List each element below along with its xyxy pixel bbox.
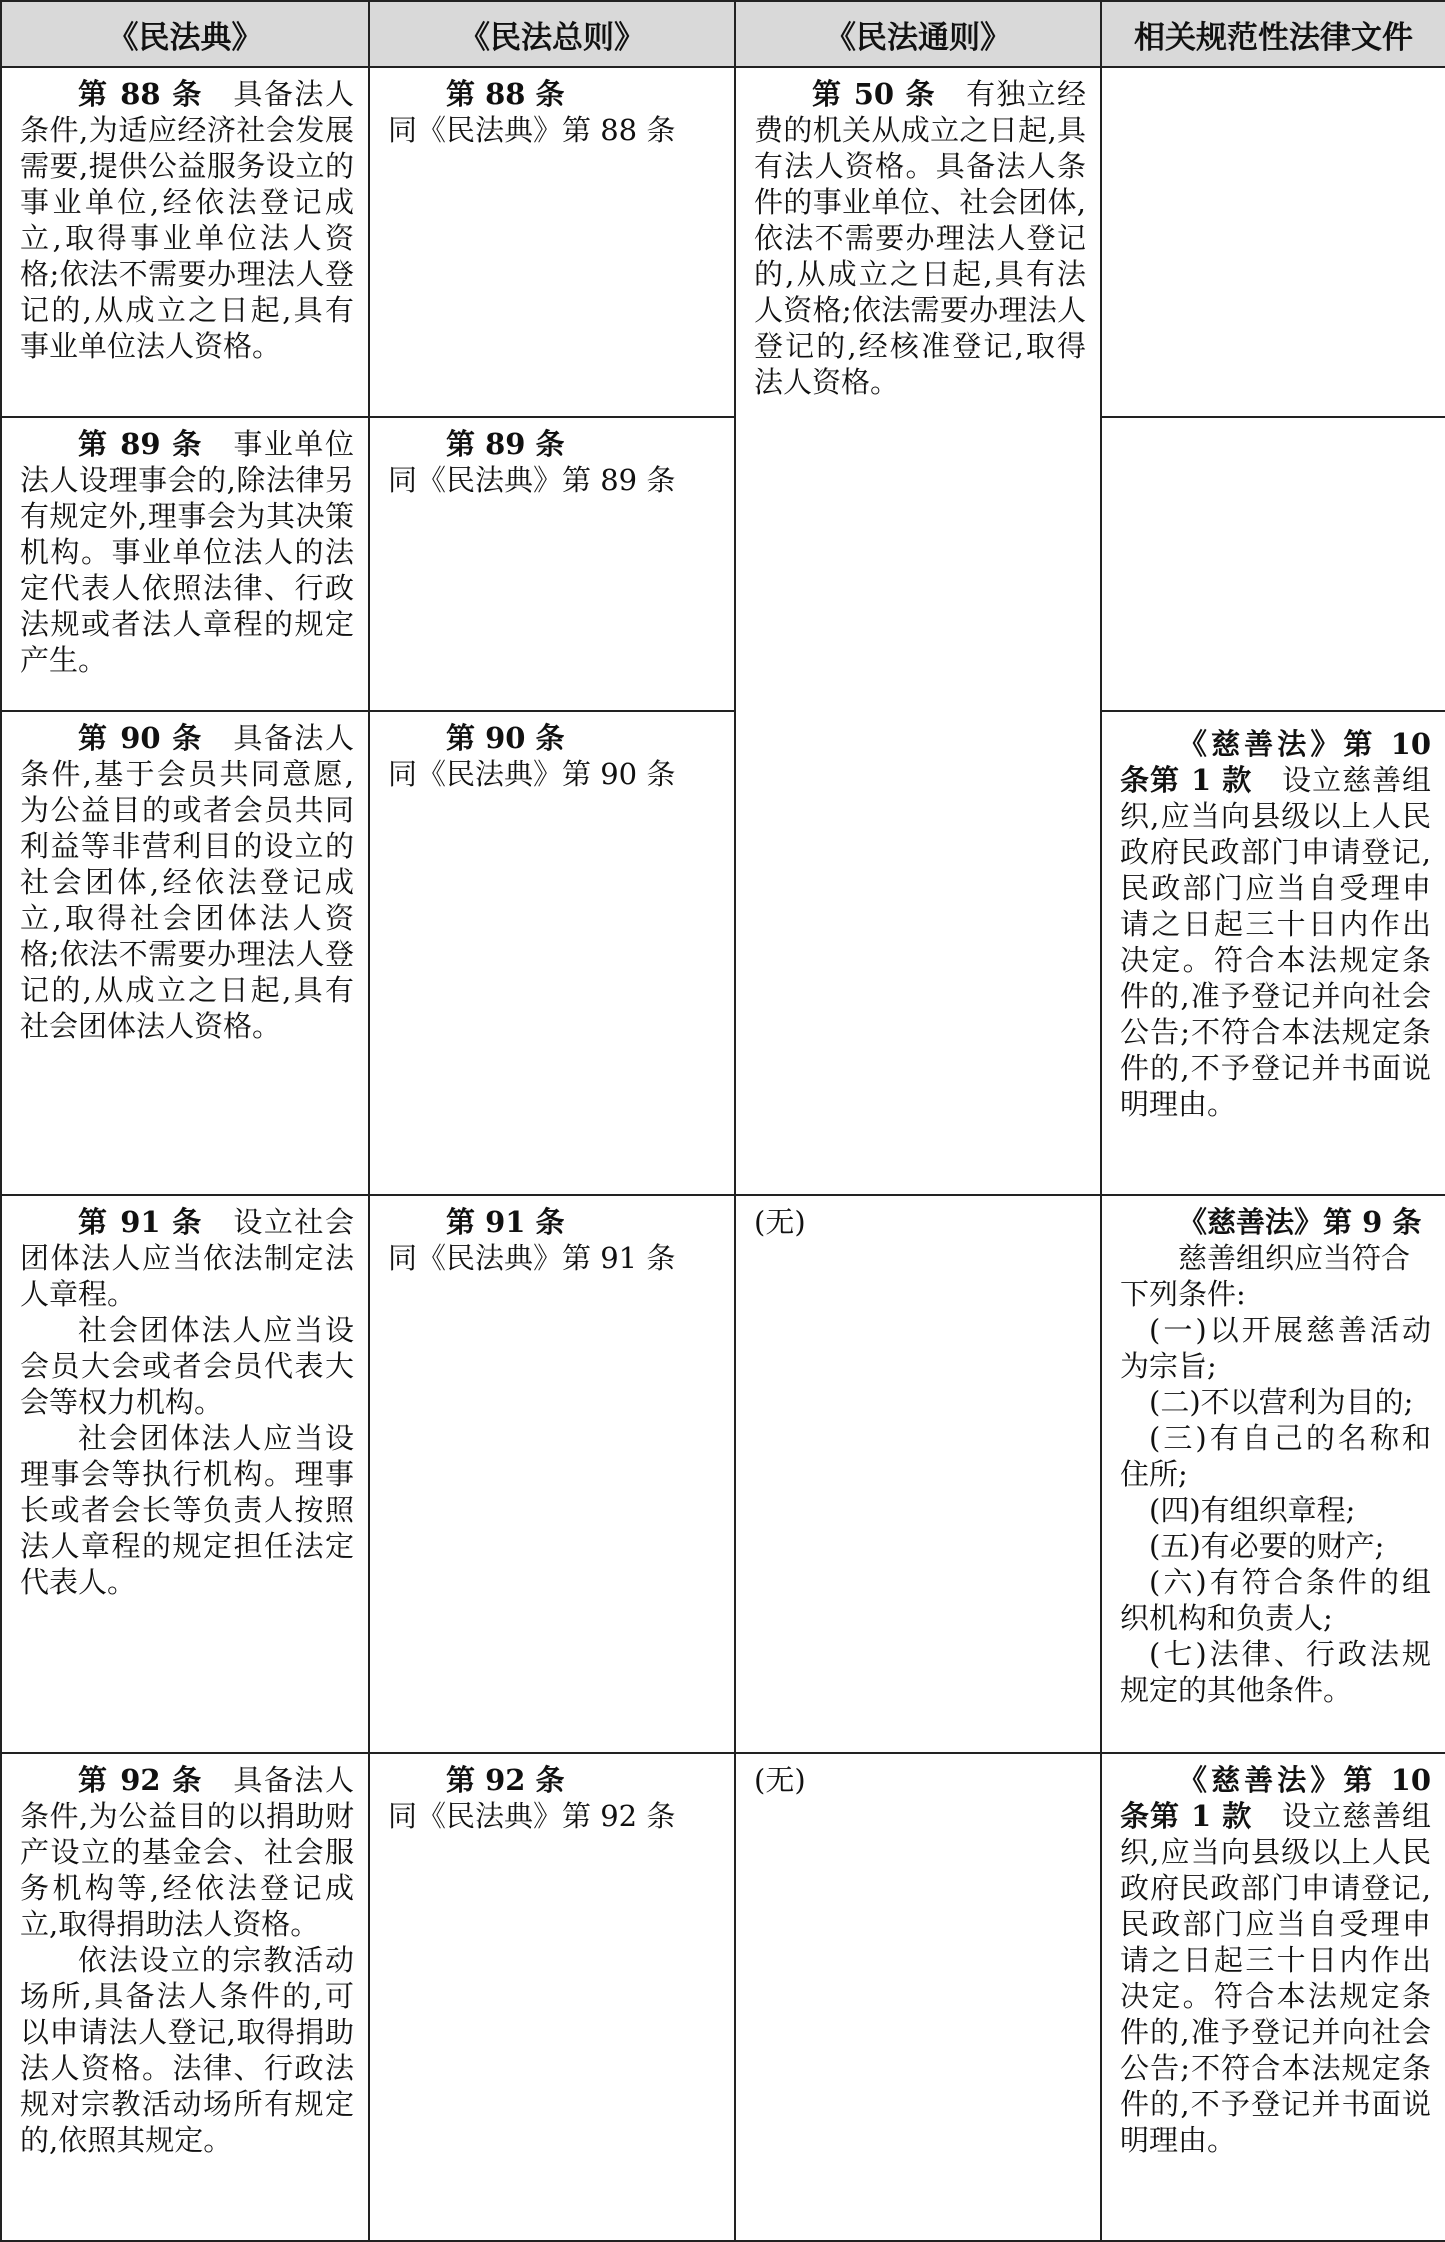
cell-general-rules <box>735 67 1101 1195</box>
article-number: 第 92 条 <box>78 1763 203 1797</box>
list-item: (五)有必要的财产; <box>1149 1529 1385 1563</box>
article-number: 《慈善法》第 9 条 <box>1178 1205 1422 1239</box>
article-text: 具备法人条件,为适应经济社会发展需要,提供公益服务设立的事业单位,经依法登记成立,取得事业单位法人资格;依法不需要办理法人登记的,从成立之日起,具有事业单位法人资格。 <box>20 77 354 363</box>
article-number: 第 90 条 <box>446 721 565 755</box>
table-row <box>1 67 1445 417</box>
article-text: 有独立经费的机关从成立之日起,具有法人资格。具备法人条件的事业单位、社会团体,依法不需要办理法人登记的,从成立之日起,具有法人资格;依法需要办理法人登记的,经核准登记,取得法人资格。 <box>754 77 1086 399</box>
cell-general-rules <box>735 1753 1101 2241</box>
header-general-principles: 《民法总则》 <box>369 1 735 67</box>
article-number: 《慈善法》第 10 条第 1 款 <box>1120 727 1431 797</box>
article-text: (无) <box>754 1205 806 1239</box>
cell-related <box>1101 417 1445 711</box>
cell-general-principles <box>369 1753 735 2241</box>
cell-civil-code <box>1 711 369 1195</box>
article-text: (无) <box>754 1763 806 1797</box>
article-number: 《慈善法》第 10 条第 1 款 <box>1120 1763 1431 1833</box>
list-item: (四)有组织章程; <box>1149 1493 1356 1527</box>
article-text: 设立慈善组织,应当向县级以上人民政府民政部门申请登记,民政部门应当自受理申请之日起三十日内作出决定。符合本法规定条件的,准予登记并向社会公告;不符合本法规定条件的,不予登记并书面说明理由。 <box>1120 1799 1431 2157</box>
table-row <box>1 417 1445 711</box>
table-row <box>1 1195 1445 1753</box>
list-item: (七)法律、行政法规规定的其他条件。 <box>1120 1637 1431 1707</box>
cell-general-rules <box>735 1195 1101 1753</box>
article-text: 具备法人条件,为公益目的以捐助财产设立的基金会、社会服务机构等,经依法登记成立,取得捐助法人资格。 <box>20 1763 354 1941</box>
cell-general-principles <box>369 711 735 1195</box>
list-item: (六)有符合条件的组织机构和负责人; <box>1120 1565 1431 1635</box>
article-text: 社会团体法人应当设会员大会或者会员代表大会等权力机构。 <box>20 1313 354 1419</box>
cell-related <box>1101 1195 1445 1753</box>
header-general-rules: 《民法通则》 <box>735 1 1101 67</box>
cell-civil-code <box>1 1753 369 2241</box>
article-text: 具备法人条件,基于会员共同意愿,为公益目的或者会员共同利益等非营利目的设立的社会团体,经依法登记成立,取得社会团体法人资格;依法不需要办理法人登记的,从成立之日起,具有社会团体法人资格。 <box>20 721 354 1043</box>
header-row <box>1 1 1445 67</box>
article-number: 第 91 条 <box>446 1205 565 1239</box>
list-item: (一)以开展慈善活动为宗旨; <box>1120 1313 1431 1383</box>
table-row <box>1 1753 1445 2241</box>
article-text: 同《民法典》第 91 条 <box>388 1241 676 1275</box>
article-text: 慈善组织应当符合下列条件: <box>1120 1241 1411 1311</box>
article-number: 第 92 条 <box>446 1763 565 1797</box>
list-item: (三)有自己的名称和住所; <box>1120 1421 1431 1491</box>
article-number: 第 90 条 <box>78 721 203 755</box>
header-civil-code: 《民法典》 <box>1 1 369 67</box>
cell-related <box>1101 1753 1445 2241</box>
list-item: (二)不以营利为目的; <box>1149 1385 1414 1419</box>
article-number: 第 88 条 <box>78 77 203 111</box>
header-related-documents: 相关规范性法律文件 <box>1101 1 1445 67</box>
article-number: 第 89 条 <box>78 427 203 461</box>
article-text: 设立社会团体法人应当依法制定法人章程。 <box>20 1205 354 1311</box>
article-text: 事业单位法人设理事会的,除法律另有规定外,理事会为其决策机构。事业单位法人的法定代表人依照法律、行政法规或者法人章程的规定产生。 <box>20 427 354 677</box>
article-number: 第 89 条 <box>446 427 565 461</box>
article-text: 依法设立的宗教活动场所,具备法人条件的,可以申请法人登记,取得捐助法人资格。法律、行政法规对宗教活动场所有规定的,依照其规定。 <box>20 1943 354 2157</box>
cell-civil-code <box>1 67 369 417</box>
article-text: 设立慈善组织,应当向县级以上人民政府民政部门申请登记,民政部门应当自受理申请之日起三十日内作出决定。符合本法规定条件的,准予登记并向社会公告;不符合本法规定条件的,不予登记并书面说明理由。 <box>1120 763 1431 1121</box>
article-text: 同《民法典》第 89 条 <box>388 463 676 497</box>
cell-civil-code <box>1 1195 369 1753</box>
article-text: 同《民法典》第 88 条 <box>388 113 676 147</box>
cell-related <box>1101 67 1445 417</box>
cell-civil-code <box>1 417 369 711</box>
article-text: 同《民法典》第 92 条 <box>388 1799 676 1833</box>
table-row <box>1 711 1445 1195</box>
article-number: 第 91 条 <box>78 1205 203 1239</box>
cell-general-principles <box>369 417 735 711</box>
article-text: 社会团体法人应当设理事会等执行机构。理事长或者会长等负责人按照法人章程的规定担任法定代表人。 <box>20 1421 354 1599</box>
article-number: 第 50 条 <box>812 77 936 111</box>
article-text: 同《民法典》第 90 条 <box>388 757 676 791</box>
cell-general-principles <box>369 1195 735 1753</box>
cell-general-principles <box>369 67 735 417</box>
cell-related <box>1101 711 1445 1195</box>
article-number: 第 88 条 <box>446 77 565 111</box>
